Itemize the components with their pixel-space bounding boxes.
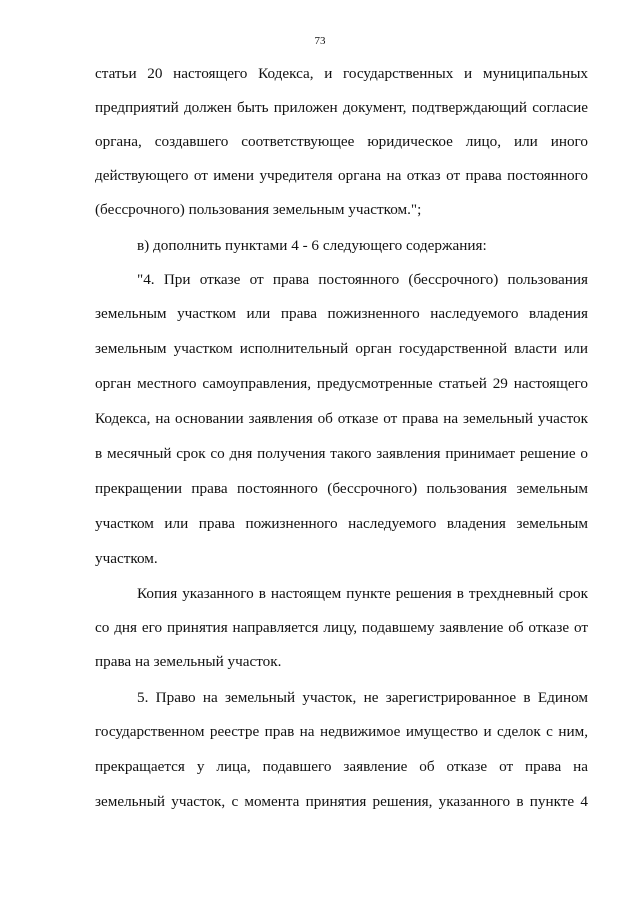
text-line: органа, создавшего соответствующее юридическое лицо, или иного (95, 133, 588, 150)
text-line: действующего от имени учредителя органа на отказ от права постоянного (95, 167, 588, 184)
text-line: участком. (95, 550, 158, 567)
text-line: статьи 20 настоящего Кодекса, и государственных и муниципальных (95, 65, 588, 82)
text-line: Кодекса, на основании заявления об отказе от права на земельный участок (95, 410, 588, 427)
text-line: (бессрочного) пользования земельным участком."; (95, 201, 422, 218)
text-line: прекращении права постоянного (бессрочного) пользования земельным (95, 480, 588, 497)
page-number: 73 (314, 35, 326, 47)
text-line: в месячный срок со дня получения такого заявления принимает решение о (95, 445, 588, 462)
text-line: Копия указанного в настоящем пункте решения в трехдневный срок (137, 585, 588, 602)
text-line: государственном реестре прав на недвижимое имущество и сделок с ним, (95, 723, 588, 740)
text-line: земельным участком исполнительный орган государственной власти или (95, 340, 588, 357)
text-line: земельным участком или права пожизненного наследуемого владения (95, 305, 588, 322)
text-line: в) дополнить пунктами 4 - 6 следующего содержания: (137, 237, 487, 254)
text-line: предприятий должен быть приложен документ, подтверждающий согласие (95, 99, 588, 116)
text-line: 5. Право на земельный участок, не зарегистрированное в Едином (137, 689, 588, 706)
text-line: орган местного самоуправления, предусмотренные статьей 29 настоящего (95, 375, 588, 392)
text-line: земельный участок, с момента принятия решения, указанного в пункте 4 (95, 793, 588, 810)
text-line: "4. При отказе от права постоянного (бессрочного) пользования (137, 271, 588, 288)
text-line: участком или права пожизненного наследуемого владения земельным (95, 515, 588, 532)
text-line: права на земельный участок. (95, 653, 282, 670)
text-line: прекращается у лица, подавшего заявление об отказе от права на (95, 758, 588, 775)
text-line: со дня его принятия направляется лицу, подавшему заявление об отказе от (95, 619, 588, 636)
